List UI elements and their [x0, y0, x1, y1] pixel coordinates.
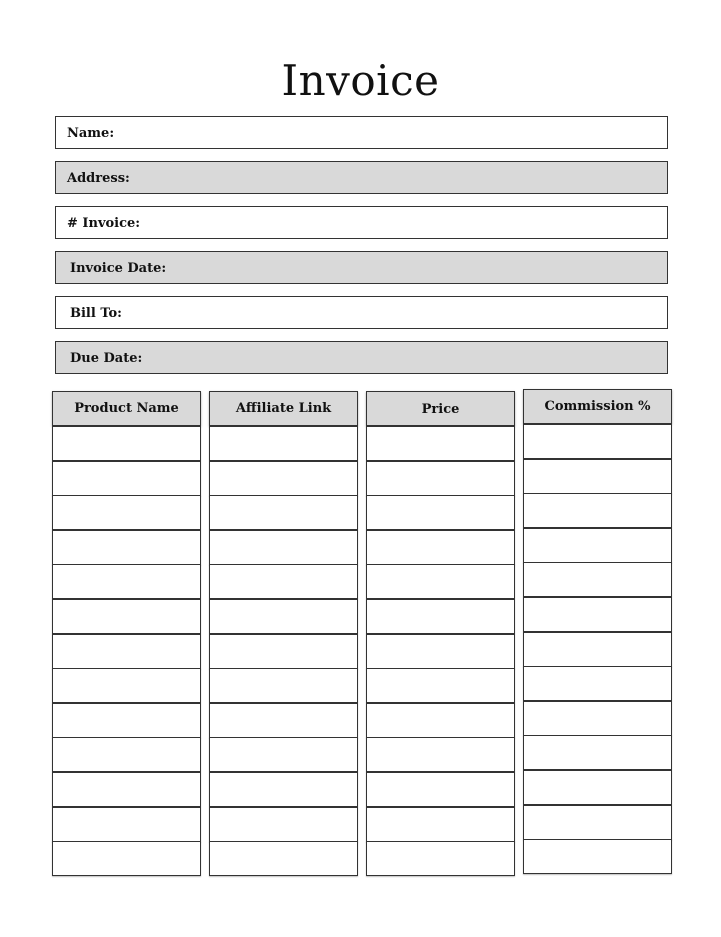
table-cell[interactable] [366, 530, 515, 565]
table-cell[interactable] [366, 426, 515, 461]
column-header-product-name: Product Name [52, 391, 201, 426]
table-cell[interactable] [209, 426, 358, 461]
table-cell[interactable] [523, 805, 672, 840]
table-cell[interactable] [52, 772, 201, 807]
table-cell[interactable] [523, 459, 672, 494]
table-cell[interactable] [52, 634, 201, 669]
table-cell[interactable] [52, 703, 201, 738]
table-cell[interactable] [209, 530, 358, 565]
table-cell[interactable] [52, 564, 201, 599]
address-field-label: Address: [67, 171, 130, 186]
column-header-price: Price [366, 391, 515, 426]
table-cell[interactable] [209, 599, 358, 634]
table-cell[interactable] [523, 735, 672, 770]
table-cell[interactable] [209, 737, 358, 772]
table-cell[interactable] [209, 772, 358, 807]
table-cell[interactable] [52, 461, 201, 496]
table-cell[interactable] [209, 703, 358, 738]
table-cell[interactable] [366, 461, 515, 496]
invoice-date-field-label: Invoice Date: [70, 261, 167, 276]
bill-to-field[interactable] [55, 296, 668, 329]
table-cell[interactable] [523, 666, 672, 701]
table-cell[interactable] [523, 424, 672, 459]
table-cell[interactable] [523, 701, 672, 736]
due-date-field-label: Due Date: [70, 351, 143, 366]
table-cell[interactable] [523, 632, 672, 667]
table-cell[interactable] [523, 839, 672, 874]
table-cell[interactable] [366, 841, 515, 876]
table-cell[interactable] [209, 807, 358, 842]
table-cell[interactable] [523, 770, 672, 805]
page-title: Invoice [281, 56, 440, 105]
table-cell[interactable] [366, 772, 515, 807]
table-cell[interactable] [52, 426, 201, 461]
table-cell[interactable] [209, 495, 358, 530]
address-field[interactable] [55, 161, 668, 194]
table-cell[interactable] [523, 597, 672, 632]
table-cell[interactable] [52, 841, 201, 876]
name-field[interactable] [55, 116, 668, 149]
table-cell[interactable] [366, 807, 515, 842]
invoice-date-field[interactable] [55, 251, 668, 284]
table-cell[interactable] [52, 530, 201, 565]
name-field-label: Name: [67, 126, 115, 141]
table-cell[interactable] [52, 599, 201, 634]
column-header-affiliate-link: Affiliate Link [209, 391, 358, 426]
table-cell[interactable] [366, 599, 515, 634]
table-cell[interactable] [366, 634, 515, 669]
table-cell[interactable] [209, 841, 358, 876]
table-cell[interactable] [52, 737, 201, 772]
table-cell[interactable] [209, 564, 358, 599]
column-header-commission: Commission % [523, 389, 672, 424]
table-cell[interactable] [366, 564, 515, 599]
table-cell[interactable] [366, 737, 515, 772]
invoice-number-field-label: # Invoice: [67, 216, 141, 231]
due-date-field[interactable] [55, 341, 668, 374]
table-cell[interactable] [52, 668, 201, 703]
table-cell[interactable] [52, 807, 201, 842]
table-cell[interactable] [523, 493, 672, 528]
table-cell[interactable] [209, 634, 358, 669]
table-cell[interactable] [523, 528, 672, 563]
table-cell[interactable] [366, 703, 515, 738]
table-cell[interactable] [209, 461, 358, 496]
table-cell[interactable] [366, 495, 515, 530]
table-cell[interactable] [366, 668, 515, 703]
invoice-number-field[interactable] [55, 206, 668, 239]
bill-to-field-label: Bill To: [70, 306, 122, 321]
table-cell[interactable] [523, 562, 672, 597]
table-cell[interactable] [52, 495, 201, 530]
table-cell[interactable] [209, 668, 358, 703]
